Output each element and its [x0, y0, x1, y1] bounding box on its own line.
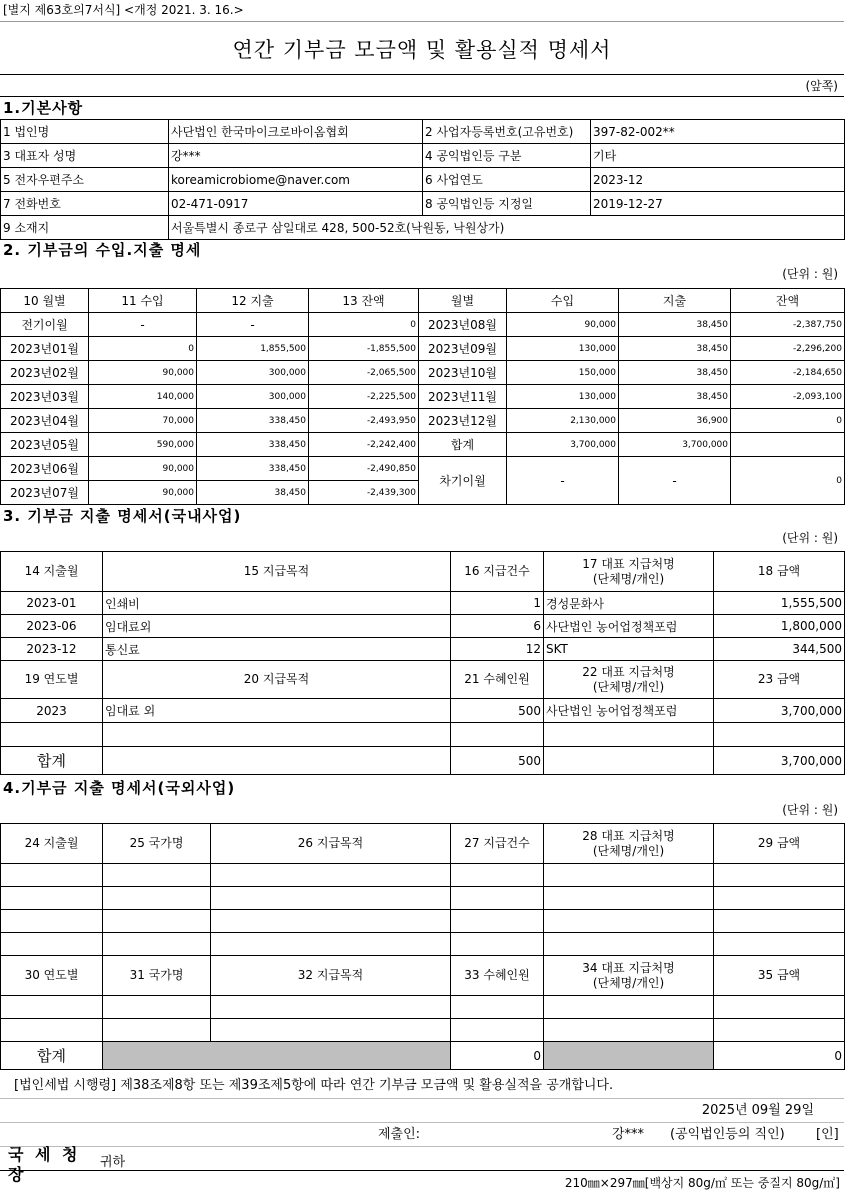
amount-cell — [731, 433, 845, 457]
column-header — [1, 956, 103, 996]
amount-cell: 140,000 — [89, 385, 197, 409]
table-row-empty — [1, 864, 845, 887]
info-label: 8 공익법인등 지정일 — [423, 192, 591, 216]
empty-cell — [544, 887, 714, 910]
empty-cell — [103, 723, 451, 747]
info-label: 2 사업자등록번호(고유번호) — [423, 120, 591, 144]
header-line: 26 지급목적 — [297, 836, 364, 850]
submission-date: 2025년 09월 29일 — [0, 1098, 844, 1122]
header-line: 23 금액 — [757, 672, 801, 686]
submitter-row — [0, 1122, 844, 1146]
amount-cell: 1,855,500 — [197, 337, 309, 361]
empty-cell — [714, 933, 845, 956]
shaded-cell — [103, 1042, 451, 1070]
empty-cell — [211, 887, 451, 910]
table-header-row — [1, 824, 845, 864]
total-row — [1, 1042, 845, 1070]
header-line: 30 연도별 — [24, 968, 79, 982]
amount-cell: -2,065,500 — [309, 361, 419, 385]
month-cell: 2023-12 — [1, 638, 103, 661]
header-line: 14 지출월 — [24, 564, 79, 578]
column-header — [451, 552, 544, 592]
empty-cell — [714, 996, 845, 1019]
info-value: 강*** — [169, 144, 423, 168]
table-header-row — [1, 661, 845, 699]
column-header — [714, 552, 845, 592]
empty-cell — [211, 996, 451, 1019]
amount-cell: 0 — [309, 313, 419, 337]
paper-spec: 210㎜×297㎜[백상지 80g/㎡ 또는 중질지 80g/㎡] — [0, 1170, 844, 1194]
month-cell: 2023년02월 — [1, 361, 89, 385]
amount-cell: -1,855,500 — [309, 337, 419, 361]
column-header — [544, 552, 714, 592]
month-cell: 2023년05월 — [1, 433, 89, 457]
column-header — [211, 824, 451, 864]
month-cell: 2023년11월 — [419, 385, 507, 409]
domestic-expense-table — [0, 551, 845, 775]
table-row-empty — [1, 910, 845, 933]
submitter-name: 강*** — [612, 1127, 645, 1142]
purpose-cell: 임대료 외 — [103, 699, 451, 723]
total-count: 0 — [451, 1042, 544, 1070]
month-cell: 2023년12월 — [419, 409, 507, 433]
info-value: 2023-12 — [591, 168, 845, 192]
amount-cell: 38,450 — [619, 337, 731, 361]
info-label: 4 공익법인등 구분 — [423, 144, 591, 168]
empty-cell — [103, 996, 211, 1019]
empty-cell — [544, 723, 714, 747]
amount-cell: 3,700,000 — [507, 433, 619, 457]
table-row — [1, 337, 845, 361]
table-row-empty — [1, 1019, 845, 1042]
header-line: 25 국가명 — [129, 836, 184, 850]
table-header-row — [1, 552, 845, 592]
column-header — [544, 824, 714, 864]
month-cell: 2023년04월 — [1, 409, 89, 433]
empty-cell — [1, 887, 103, 910]
table-row — [1, 699, 845, 723]
amount-cell: 0 — [89, 337, 197, 361]
column-header — [1, 824, 103, 864]
header-line: 17 대표 지급처명 — [582, 556, 675, 571]
info-row-address — [1, 216, 845, 240]
amount-cell: 38,450 — [619, 385, 731, 409]
header-line: 35 금액 — [757, 968, 801, 982]
header-line: 32 지급목적 — [297, 968, 364, 982]
amount-cell: 344,500 — [714, 638, 845, 661]
header-line: (단체명/개인) — [592, 571, 665, 586]
info-row — [1, 192, 845, 216]
empty-cell — [1, 1019, 103, 1042]
empty-cell — [1, 910, 103, 933]
total-label: 합계 — [1, 747, 103, 775]
empty-cell — [714, 1019, 845, 1042]
empty-cell — [451, 1019, 544, 1042]
income-expense-table — [0, 288, 845, 505]
amount-cell: -2,439,300 — [309, 481, 419, 505]
table-row — [1, 409, 845, 433]
column-header — [103, 552, 451, 592]
amount-cell: 1,800,000 — [714, 615, 845, 638]
amount-cell: -2,493,950 — [309, 409, 419, 433]
column-header — [544, 956, 714, 996]
total-amount: 3,700,000 — [714, 747, 845, 775]
carry-value: 0 — [731, 457, 845, 505]
amount-cell: 0 — [731, 409, 845, 433]
month-cell: 2023년06월 — [1, 457, 89, 481]
empty-cell — [544, 864, 714, 887]
table-row — [1, 313, 845, 337]
recipient-name: 국 세 청 장 — [8, 1145, 81, 1184]
header-line: 31 국가명 — [129, 968, 184, 982]
carry-label: 차기이월 — [419, 457, 507, 505]
header-line: 28 대표 지급처명 — [582, 828, 675, 843]
column-header: 수입 — [507, 289, 619, 313]
info-value: 02-471-0917 — [169, 192, 423, 216]
info-label: 9 소재지 — [1, 216, 169, 240]
empty-cell — [451, 723, 544, 747]
empty-cell — [103, 1019, 211, 1042]
empty-cell — [544, 933, 714, 956]
amount-cell: -2,093,100 — [731, 385, 845, 409]
info-row — [1, 120, 845, 144]
carry-value: - — [619, 457, 731, 505]
table-header-row — [1, 956, 845, 996]
table-row — [1, 433, 845, 457]
empty-cell — [103, 910, 211, 933]
column-header: 10 월별 — [1, 289, 89, 313]
column-header: 13 잔액 — [309, 289, 419, 313]
table-row — [1, 638, 845, 661]
amount-cell: -2,387,750 — [731, 313, 845, 337]
amount-cell: 2,130,000 — [507, 409, 619, 433]
empty-cell — [1, 864, 103, 887]
amount-cell: 90,000 — [89, 457, 197, 481]
table-row — [1, 457, 845, 481]
header-line: (단체명/개인) — [592, 843, 665, 858]
amount-cell: 338,450 — [197, 457, 309, 481]
empty-cell — [451, 996, 544, 1019]
column-header — [714, 956, 845, 996]
header-line: 27 지급건수 — [464, 836, 530, 850]
law-statement: [법인세법 시행령] 제38조제8항 또는 제39조제5항에 따라 연간 기부금 모금액 및 활용실적을 공개합니다. — [14, 1078, 614, 1093]
amount-cell: 38,450 — [619, 313, 731, 337]
header-line: 15 지급목적 — [243, 564, 310, 578]
empty-cell — [103, 933, 211, 956]
empty-cell — [544, 747, 714, 775]
header-line: 21 수혜인원 — [464, 672, 530, 686]
month-cell: 2023년08월 — [419, 313, 507, 337]
column-header — [1, 552, 103, 592]
info-value: 2019-12-27 — [591, 192, 845, 216]
count-cell: 6 — [451, 615, 544, 638]
amount-cell: -2,225,500 — [309, 385, 419, 409]
amount-cell: -2,242,400 — [309, 433, 419, 457]
month-cell: 2023년07월 — [1, 481, 89, 505]
month-cell: 전기이월 — [1, 313, 89, 337]
count-cell: 12 — [451, 638, 544, 661]
table-row-empty — [1, 723, 845, 747]
header-line: 18 금액 — [757, 564, 801, 578]
month-cell: 2023년01월 — [1, 337, 89, 361]
submitter-label: 제출인: — [378, 1127, 421, 1142]
column-header: 잔액 — [731, 289, 845, 313]
column-header — [714, 661, 845, 699]
section4-unit: (단위 : 원) — [782, 803, 838, 817]
info-value: 기타 — [591, 144, 845, 168]
month-cell: 합계 — [419, 433, 507, 457]
header-line: 34 대표 지급처명 — [582, 960, 675, 975]
form-header-note: [별지 제63호의7서식] <개정 2021. 3. 16.> — [0, 0, 844, 22]
carry-value: - — [507, 457, 619, 505]
empty-cell — [1, 723, 103, 747]
empty-cell — [544, 996, 714, 1019]
amount-cell: - — [89, 313, 197, 337]
amount-cell: 90,000 — [507, 313, 619, 337]
amount-cell: 90,000 — [89, 361, 197, 385]
amount-cell: 150,000 — [507, 361, 619, 385]
amount-cell: 70,000 — [89, 409, 197, 433]
amount-cell: -2,490,850 — [309, 457, 419, 481]
empty-cell — [544, 1019, 714, 1042]
info-label: 6 사업연도 — [423, 168, 591, 192]
info-row — [1, 144, 845, 168]
amount-cell: 90,000 — [89, 481, 197, 505]
total-label: 합계 — [1, 1042, 103, 1070]
amount-cell: -2,184,650 — [731, 361, 845, 385]
front-side-label: (앞쪽) — [0, 74, 844, 96]
month-cell: 2023-06 — [1, 615, 103, 638]
info-value: koreamicrobiome@naver.com — [169, 168, 423, 192]
seal-mark: [인] — [816, 1127, 839, 1142]
amount-cell: 130,000 — [507, 385, 619, 409]
amount-cell: 590,000 — [89, 433, 197, 457]
payee-cell: SKT — [544, 638, 714, 661]
empty-cell — [714, 910, 845, 933]
amount-cell: 38,450 — [197, 481, 309, 505]
total-count: 500 — [451, 747, 544, 775]
submitter-role: (공익법인등의 직인) — [670, 1127, 785, 1142]
count-cell: 500 — [451, 699, 544, 723]
amount-cell: 338,450 — [197, 409, 309, 433]
table-row — [1, 385, 845, 409]
section2-unit: (단위 : 원) — [782, 267, 838, 281]
amount-cell: 38,450 — [619, 361, 731, 385]
overseas-expense-table — [0, 823, 845, 1070]
header-line: 33 수혜인원 — [464, 968, 530, 982]
page-title: 연간 기부금 모금액 및 활용실적 명세서 — [232, 38, 612, 62]
amount-cell: - — [197, 313, 309, 337]
column-header — [103, 661, 451, 699]
year-cell: 2023 — [1, 699, 103, 723]
section1-title: 1.기본사항 — [0, 96, 844, 119]
empty-cell — [211, 933, 451, 956]
amount-cell: 300,000 — [197, 361, 309, 385]
section3-unit: (단위 : 원) — [782, 531, 838, 545]
header-line: 20 지급목적 — [243, 672, 310, 686]
count-cell: 1 — [451, 592, 544, 615]
column-header — [451, 824, 544, 864]
column-header — [1, 661, 103, 699]
info-address: 서울특별시 종로구 삼일대로 428, 500-52호(낙원동, 낙원상가) — [169, 216, 845, 240]
amount-cell: 300,000 — [197, 385, 309, 409]
column-header — [544, 661, 714, 699]
column-header — [451, 661, 544, 699]
header-line: (단체명/개인) — [592, 975, 665, 990]
purpose-cell: 인쇄비 — [103, 592, 451, 615]
amount-cell: 3,700,000 — [714, 699, 845, 723]
empty-cell — [714, 864, 845, 887]
table-row-empty — [1, 933, 845, 956]
column-header: 11 수입 — [89, 289, 197, 313]
empty-cell — [544, 910, 714, 933]
column-header — [211, 956, 451, 996]
empty-cell — [714, 723, 845, 747]
column-header: 지출 — [619, 289, 731, 313]
empty-cell — [1, 996, 103, 1019]
header-line: 22 대표 지급처명 — [582, 664, 675, 679]
empty-cell — [451, 864, 544, 887]
column-header — [714, 824, 845, 864]
payee-cell: 경성문화사 — [544, 592, 714, 615]
table-row-empty — [1, 996, 845, 1019]
empty-cell — [103, 747, 451, 775]
month-cell: 2023년03월 — [1, 385, 89, 409]
section3-title: 3. 기부금 지출 명세서(국내사업) — [3, 507, 242, 525]
info-value: 397-82-002** — [591, 120, 845, 144]
header-line: 24 지출월 — [24, 836, 79, 850]
month-cell: 2023-01 — [1, 592, 103, 615]
header-line: 19 연도별 — [24, 672, 79, 686]
column-header: 월별 — [419, 289, 507, 313]
recipient-suffix: 귀하 — [100, 1155, 126, 1170]
column-header — [103, 956, 211, 996]
section2-title: 2. 기부금의 수입.지출 명세 — [3, 241, 202, 259]
month-cell: 2023년10월 — [419, 361, 507, 385]
amount-cell: 130,000 — [507, 337, 619, 361]
header-line: 29 금액 — [757, 836, 801, 850]
table-row — [1, 592, 845, 615]
section4-title: 4.기부금 지출 명세서(국외사업) — [3, 779, 236, 797]
info-label: 1 법인명 — [1, 120, 169, 144]
basic-info-table — [0, 119, 845, 240]
amount-cell: 3,700,000 — [619, 433, 731, 457]
total-row — [1, 747, 845, 775]
empty-cell — [211, 864, 451, 887]
column-header — [451, 956, 544, 996]
empty-cell — [714, 887, 845, 910]
amount-cell: -2,296,200 — [731, 337, 845, 361]
payee-cell: 사단법인 농어업정책포럼 — [544, 699, 714, 723]
total-amount: 0 — [714, 1042, 845, 1070]
empty-cell — [451, 910, 544, 933]
header-line: (단체명/개인) — [592, 679, 665, 694]
empty-cell — [451, 887, 544, 910]
info-row — [1, 168, 845, 192]
shaded-cell — [544, 1042, 714, 1070]
month-cell: 2023년09월 — [419, 337, 507, 361]
column-header — [103, 824, 211, 864]
info-label: 7 전화번호 — [1, 192, 169, 216]
table-row — [1, 361, 845, 385]
table-row — [1, 615, 845, 638]
payee-cell: 사단법인 농어업정책포럼 — [544, 615, 714, 638]
amount-cell: 338,450 — [197, 433, 309, 457]
empty-cell — [103, 887, 211, 910]
empty-cell — [103, 864, 211, 887]
column-header: 12 지출 — [197, 289, 309, 313]
info-label: 5 전자우편주소 — [1, 168, 169, 192]
info-value: 사단법인 한국마이크로바이옴협회 — [169, 120, 423, 144]
empty-cell — [211, 910, 451, 933]
table-header-row — [1, 289, 845, 313]
table-row-empty — [1, 887, 845, 910]
purpose-cell: 임대료외 — [103, 615, 451, 638]
empty-cell — [451, 933, 544, 956]
empty-cell — [1, 933, 103, 956]
empty-cell — [211, 1019, 451, 1042]
amount-cell: 36,900 — [619, 409, 731, 433]
amount-cell: 1,555,500 — [714, 592, 845, 615]
header-line: 16 지급건수 — [464, 564, 530, 578]
info-label: 3 대표자 성명 — [1, 144, 169, 168]
purpose-cell: 통신료 — [103, 638, 451, 661]
